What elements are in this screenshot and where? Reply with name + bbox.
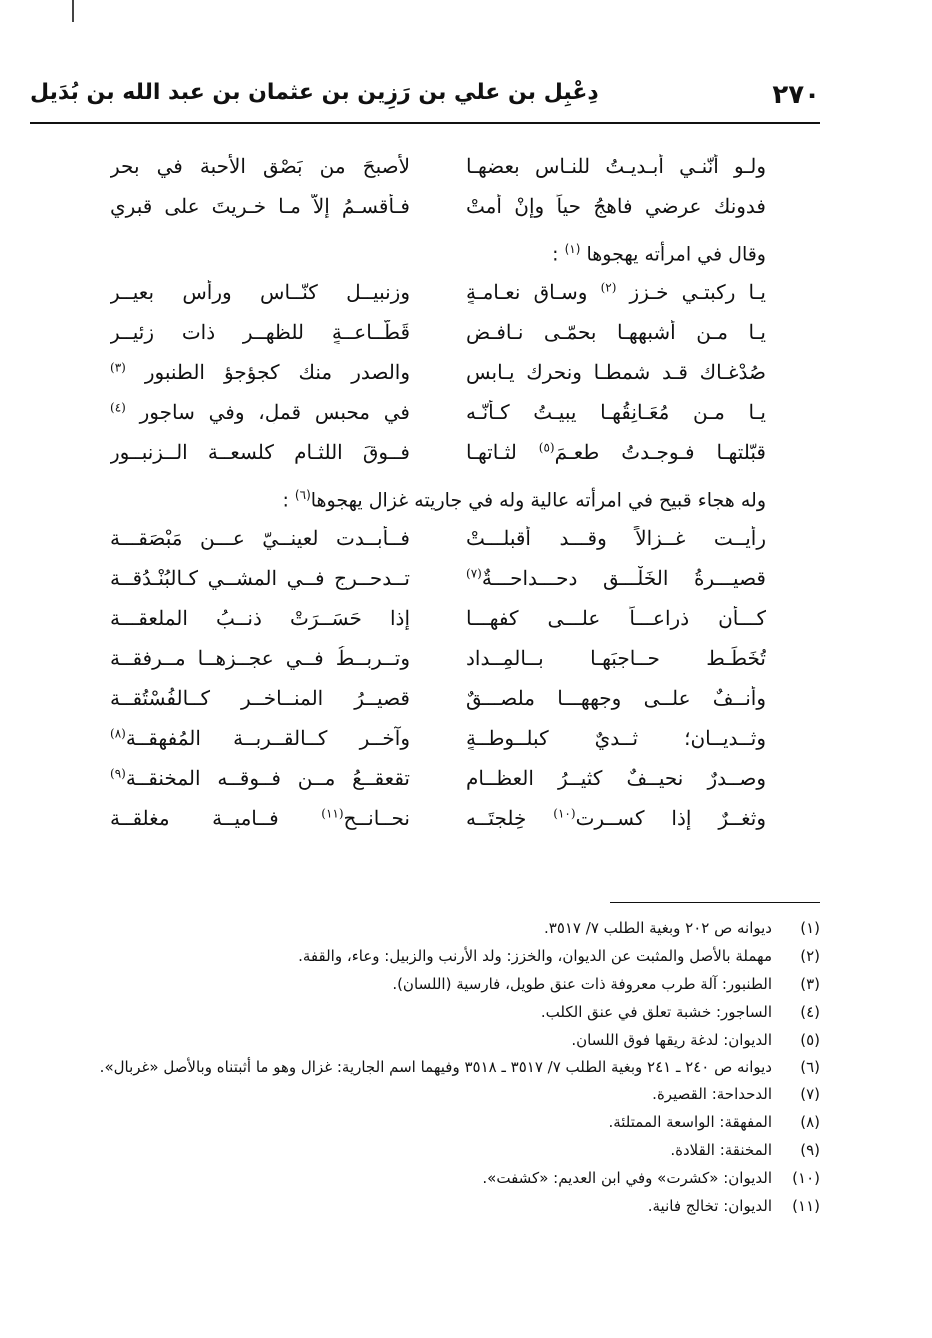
verse-line — [110, 312, 766, 352]
intro-text: وقال في امرأته يهجوها — [586, 243, 766, 266]
footnote-number: (٦) — [800, 1058, 820, 1076]
page-header — [30, 78, 820, 122]
second-hemistich: نحــانــح$^{(١١)}$ فــاميــة مغلقــة — [110, 806, 410, 830]
verse-line — [110, 432, 766, 472]
page-number: ٢٧٠ — [772, 80, 820, 110]
first-hemistich: يـا ركبتـي خـزز $^{(٢)}$ وسـاق نعـامـةٍ — [466, 280, 766, 304]
footnote-number: (٤) — [800, 1003, 820, 1021]
first-hemistich: قصيـــرةُ الخَلْـــق دحـــداحـــةٌ$^{(٧)}$ — [466, 566, 766, 590]
footnote — [30, 1054, 820, 1080]
footnote-text: المفهقة: الواسعة الممتلئة. — [608, 1113, 772, 1131]
verse-line — [110, 598, 766, 638]
footnote-text: الطنبور: آلة طرب معروفة ذات عنق طويل، فارسية (اللسان). — [392, 975, 772, 993]
second-hemistich: فـأقسـمُ إلاّ مـا خـريتَ على قبري — [110, 194, 410, 218]
first-hemistich: صُدْغـاك قـد شمطـا ونحرك يـابس — [466, 360, 766, 384]
footnote-text: المخنقة: القلادة. — [670, 1141, 772, 1159]
footnote-number: (٢) — [800, 947, 820, 965]
verse-line — [110, 558, 766, 598]
poem-introduction — [110, 472, 766, 518]
footnote — [30, 1192, 820, 1220]
footnote-ref: (٩) — [110, 766, 126, 781]
verse-line — [110, 518, 766, 558]
intro-tail: : — [552, 243, 565, 266]
footnote-number: (٨) — [800, 1113, 820, 1131]
second-hemistich: وآخــر كــالقــربــة المُفهقــة$^{(٨)}$ — [110, 726, 410, 750]
first-hemistich: فدونك عرضي فاهجُ حياً وإنْ أمتْ — [466, 194, 766, 218]
footnote — [30, 1080, 820, 1108]
first-hemistich: وصــدرٌ نحيــفٌ كثيــرُ العظــام — [466, 766, 766, 790]
footnote-ref: (٥) — [538, 440, 555, 455]
footnote-number: (١) — [800, 919, 820, 937]
footnote-ref: (٢) — [600, 280, 617, 295]
first-hemistich: قبّلتهـا فـوجـدتُ طعـمَ$^{(٥)}$ لثـاتهـا — [466, 440, 766, 464]
footnote — [30, 1108, 820, 1136]
footnote — [30, 914, 820, 942]
footnote-ref: (٧) — [466, 566, 482, 581]
footnote-text: ديوانه ص ٢٠٢ وبغية الطلب ٧/ ٣٥١٧. — [543, 919, 772, 937]
second-hemistich: في محبس قملٍ، وفي ساجور $^{(٤)}$ — [110, 400, 410, 424]
footnote-ref: (٤) — [110, 400, 126, 415]
verse-line — [110, 392, 766, 432]
second-hemistich: وتــربــطُ فــي عجــزهــا مــرفقــة — [110, 646, 410, 670]
second-hemistich: قصيــرُ المنــاخــر كــالفُسْتُقــة — [110, 686, 410, 710]
footnotes — [30, 914, 820, 1220]
footnote — [30, 1136, 820, 1164]
footnote-number: (٩) — [800, 1141, 820, 1159]
page-edge-mark — [72, 0, 74, 22]
footnote — [30, 1026, 820, 1054]
first-hemistich: وثغــرٌ إذا كســرت$^{(١٠)}$ خِلجتَــه — [466, 806, 766, 830]
verse-line — [110, 272, 766, 312]
footnote-number: (٧) — [800, 1085, 820, 1103]
first-hemistich: ولـو أنّنـي أبـديـتُ للنـاس بعضهـا — [466, 154, 766, 178]
verse-line — [110, 718, 766, 758]
verse-line — [110, 186, 766, 226]
header-rule — [30, 122, 820, 124]
second-hemistich: إذا حَسَــرَتْ ذنــبُ الملعقـــة — [110, 606, 410, 630]
verse-line — [110, 798, 766, 838]
first-hemistich: كـــأن ذراعـــاً علـــى كفهـــا — [466, 606, 766, 630]
second-hemistich: فــأبــدت لعينــيّ عـــن مَبْصَقـــة — [110, 526, 410, 550]
second-hemistich: والصدر منك كجؤجؤ الطنبور $^{(٣)}$ — [110, 360, 410, 384]
first-hemistich: يـا مـن مُعَـانِقُهـا يبيـتُ كـأنّـه — [466, 400, 766, 424]
footnote-number: (١١) — [792, 1197, 820, 1215]
second-hemistich: تقعقــعُ مــن فــوقــه المخنقــة$^{(٩)}$ — [110, 766, 410, 790]
first-hemistich: تُخَطِّـط حــاجبَهـا بــالمِــداد — [466, 646, 766, 670]
poem-introduction — [110, 226, 766, 272]
footnote-ref: (٣) — [110, 360, 126, 375]
intro-tail: : — [282, 489, 295, 512]
footnote-ref: (١) — [564, 242, 581, 256]
verse-line — [110, 758, 766, 798]
footnote-text: الديوان: تخالج فانية. — [647, 1197, 772, 1215]
intro-text: وله هجاء قبيح في امرأته عالية وله في جاريته غزال يهجوها — [310, 489, 766, 512]
footnote-ref: (١١) — [321, 806, 344, 821]
verse-line — [110, 638, 766, 678]
footnote-number: (١٠) — [792, 1169, 820, 1187]
footnote-ref: (١٠) — [553, 806, 576, 821]
first-hemistich: يـا مـن أشبههـا بحمّـى نـافـضٍ — [466, 320, 766, 344]
verse-line — [110, 678, 766, 718]
verse-line — [110, 146, 766, 186]
footnote-number: (٣) — [800, 975, 820, 993]
footnote-number: (٥) — [800, 1031, 820, 1049]
footnote-text: الدحداحة: القصيرة. — [652, 1085, 772, 1103]
footnote-text: ديوانه ص ٢٤٠ ـ ٢٤١ وبغية الطلب ٧/ ٣٥١٧ ـ ٣٥١٨ وفيهما اسم الجارية: غزال وهو ما أثبتناه وبالأصل «غربال». — [99, 1058, 772, 1076]
footnote-ref: (٦) — [294, 488, 311, 502]
footnote-text: مهملة بالأصل والمثبت عن الديوان، والخزز: ولد الأرنب والزبيل: وعاء، والقفة. — [298, 947, 772, 965]
second-hemistich: تــدحــرج فــي المشــي كـالبُنْـدُقــة — [110, 566, 410, 590]
first-hemistich: وثــديــان؛ ثــديٌ كبلــوطــةٍ — [466, 726, 766, 750]
footnote — [30, 942, 820, 970]
footnote-text: الساجور: خشبة تعلق في عنق الكلب. — [540, 1003, 772, 1021]
footnote-text: الديوان: «كشرت» وفي ابن العديم: «كشفت». — [482, 1169, 772, 1187]
running-title: دِعْبِل بن علي بن رَزِين بن عثمان بن عبد الله بن بُدَيل — [30, 80, 599, 105]
footnote — [30, 998, 820, 1026]
footnote — [30, 970, 820, 998]
footnote-ref: (٨) — [110, 726, 126, 741]
footnote — [30, 1164, 820, 1192]
second-hemistich: فــوقَ اللثـام كلسعــة الــزنبــور — [110, 440, 410, 464]
footnote-separator — [610, 902, 820, 903]
second-hemistich: وزنبيــل كنّــاسٍ ورأس بعيــرِ — [110, 280, 410, 304]
first-hemistich: وأنــفٌ علــى وجههـــا ملصـــقٌ — [466, 686, 766, 710]
footnote-text: الديوان: لدغة ريقها فوق اللسان. — [571, 1031, 772, 1049]
poem-body — [110, 146, 766, 838]
second-hemistich: قَطَّــاعــةٍ للظهــرِ ذات زئيــر — [110, 320, 410, 344]
first-hemistich: رأيــت غــزالاً وقـــد أقبلـــتْ — [466, 526, 766, 550]
second-hemistich: لأصبحَ من بَصْقِ الأحبة في بحر — [110, 154, 410, 178]
verse-line — [110, 352, 766, 392]
